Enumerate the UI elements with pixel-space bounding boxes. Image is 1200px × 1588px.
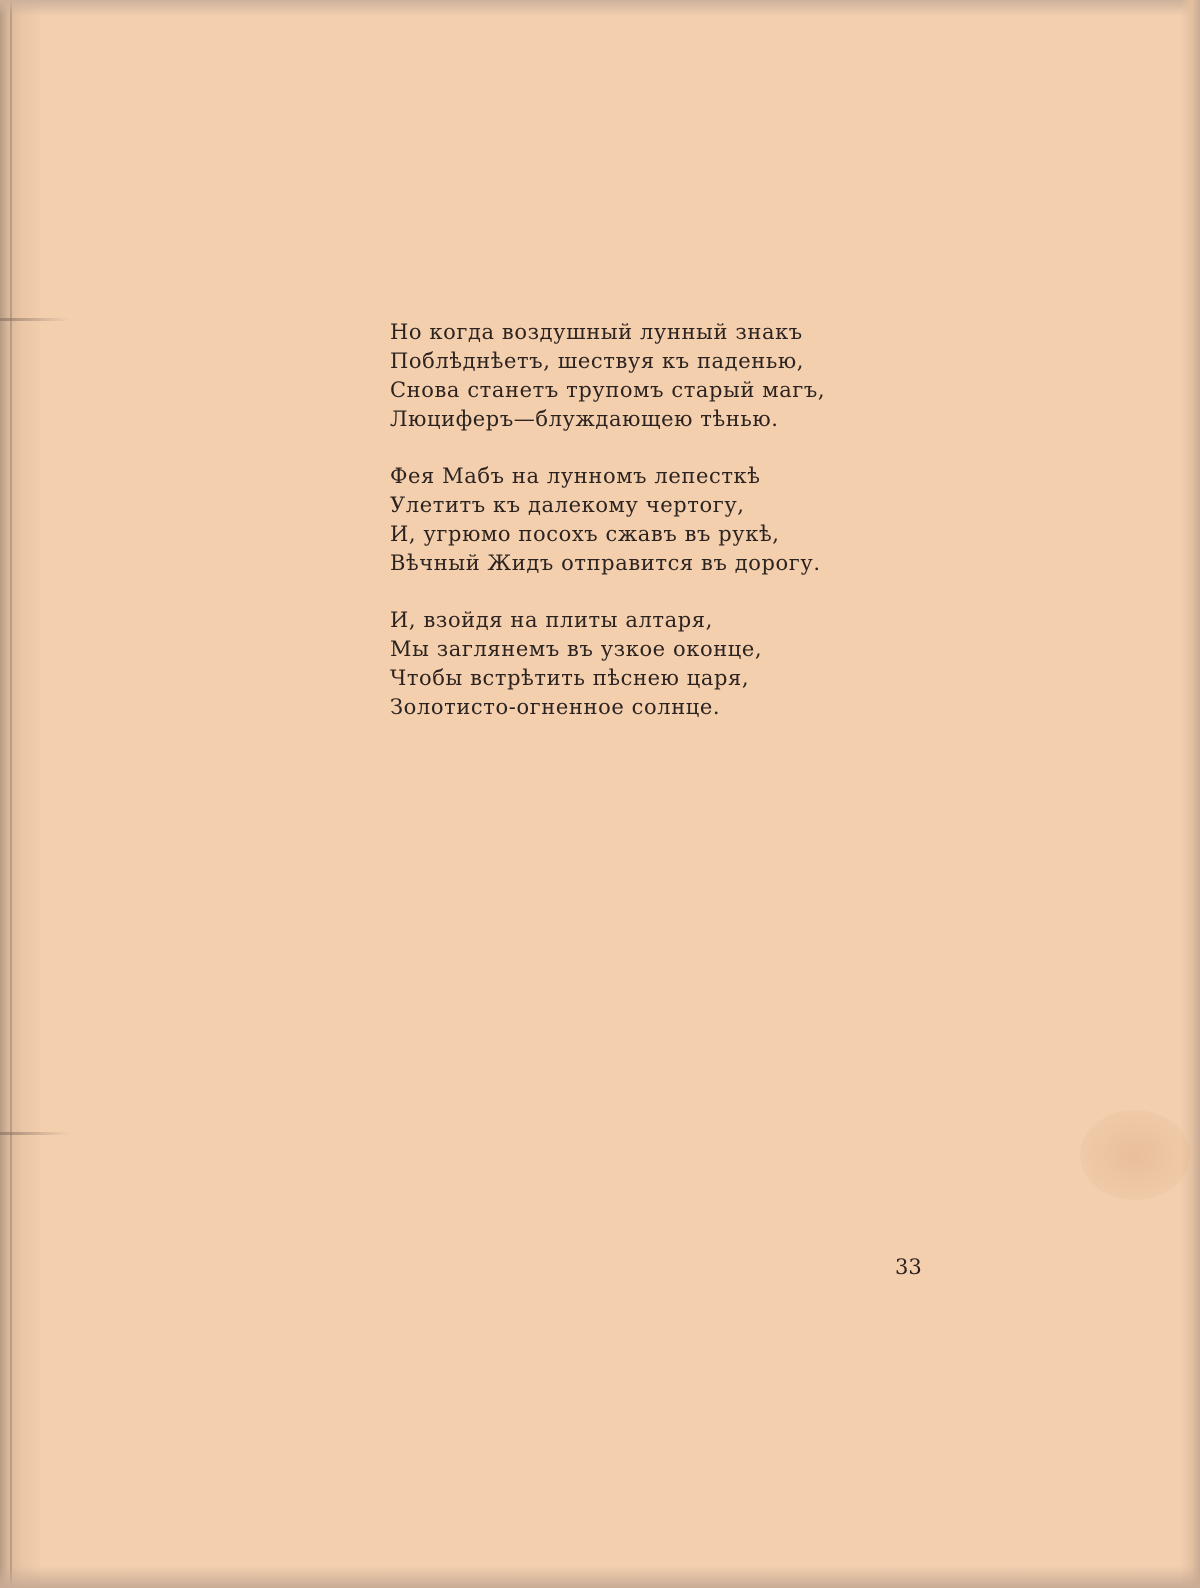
page-bottom-edge [0, 1566, 1200, 1588]
paper-stain [1080, 1110, 1190, 1200]
page-number: 33 [895, 1255, 922, 1279]
page-top-edge [0, 0, 1200, 16]
poem-line: Золотисто-огненное солнце. [390, 695, 721, 719]
binding-stitch [0, 318, 70, 321]
page-right-edge [1180, 0, 1200, 1588]
poem-line: Фея Мабъ на лунномъ лепесткѣ [390, 464, 761, 488]
poem-line: Поблѣднѣетъ, шествуя къ паденью, [390, 349, 805, 373]
poem-line: Улетитъ къ далекому чертогу, [390, 493, 745, 517]
poem-line: И, взойдя на плиты алтаря, [390, 608, 713, 632]
poem-line: И, угрюмо посохъ сжавъ въ рукѣ, [390, 522, 780, 546]
binding-gutter [0, 0, 40, 1588]
poem-line: Люциферъ—блуждающею тѣнью. [390, 407, 779, 431]
binding-stitch [0, 1132, 70, 1135]
stanza-2 [390, 462, 910, 578]
poem-line: Мы заглянемъ въ узкое оконце, [390, 637, 763, 661]
poem-line: Снова станетъ трупомъ старый магъ, [390, 378, 826, 402]
poem-line: Вѣчный Жидъ отправится въ дорогу. [390, 551, 821, 575]
poem-line: Но когда воздушный лунный знакъ [390, 320, 803, 344]
poem-line: Чтобы встрѣтить пѣснею царя, [390, 666, 750, 690]
poem-text [390, 318, 910, 750]
stanza-3 [390, 606, 910, 722]
spine-line [10, 0, 12, 1588]
stanza-1 [390, 318, 910, 434]
